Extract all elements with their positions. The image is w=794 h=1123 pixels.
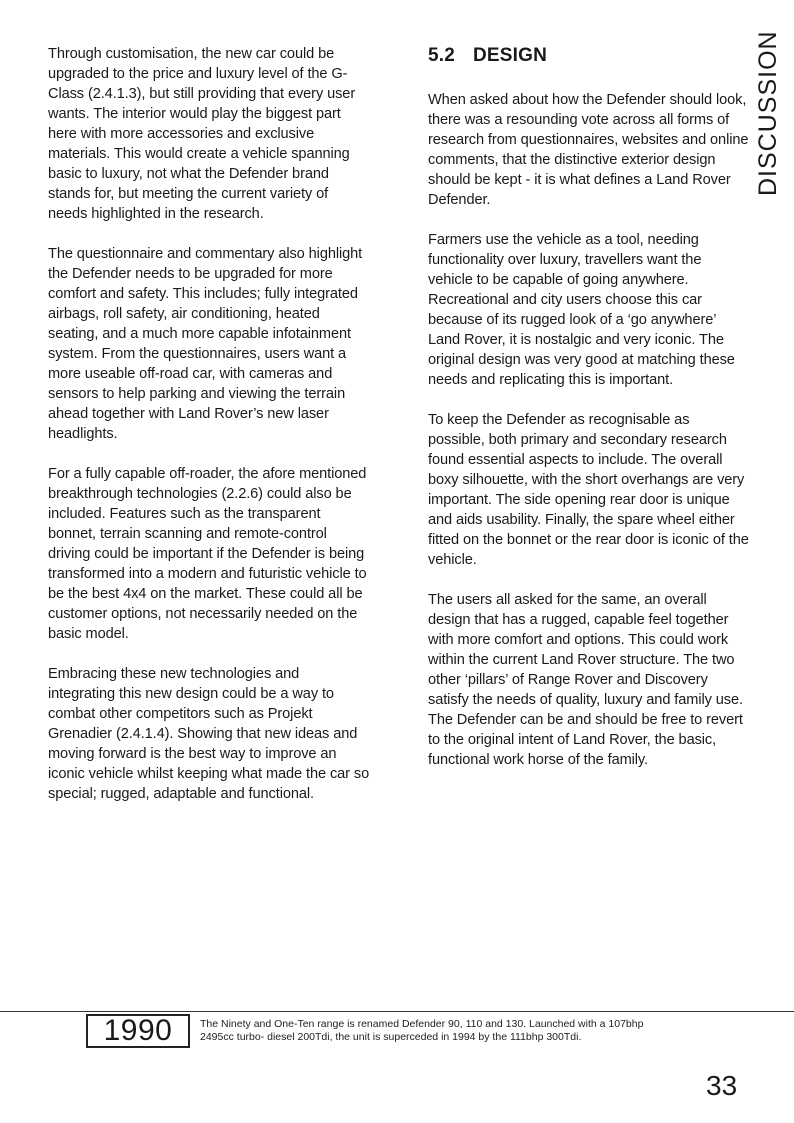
body-paragraph: For a fully capable off-roader, the afore mentioned breakthrough technologies (2.2.6) could also be included. Features such as the transparent bonnet, terrain scanning and remote-control driving could be important if the Defender is being transformed into a modern and futuristic vehicle to be the best 4x4 on the market. These could all be customer options, not necessarily needed on the basic model.	[48, 466, 367, 642]
section-heading	[428, 44, 750, 68]
chapter-side-label: DISCUSSION	[754, 30, 782, 196]
body-paragraph: To keep the Defender as recognisable as possible, both primary and secondary research found essential aspects to include. The overall boxy silhouette, with the short overhangs are very important. The side opening rear door is unique and aids usability. Finally, the spare wheel either fitted on the bonnet or the rear door is iconic of the vehicle.	[428, 412, 749, 568]
section-number: 5.2	[428, 45, 456, 66]
page-number: 33	[706, 1070, 738, 1101]
body-paragraph: The questionnaire and commentary also highlight the Defender needs to be upgraded for more comfort and safety. This includes; fully integrated airbags, roll safety, air conditioning, heated seating, and a much more capable infotainment system. From the questionnaires, users want a more useable off-road car, with cameras and sensors to help parking and viewing the terrain ahead together with Land Rover’s new laser headlights.	[48, 246, 363, 442]
body-paragraph: Embracing these new technologies and integrating this new design could be a way to combat other competitors such as Projekt Grenadier (2.4.1.4). Showing that new ideas and moving forward is the best way to improve an iconic vehicle whilst keeping what made the car so special; rugged, adaptable and functional.	[48, 666, 370, 802]
body-paragraph: Through customisation, the new car could be upgraded to the price and luxury level of the G-Class (2.4.1.3), but still providing that every user wants. The interior would play the biggest part here with more accessories and exclusive materials. This would create a vehicle spanning basic to luxury, not what the Defender brand stands for, but meeting the current variety of needs highlighted in the research.	[48, 46, 356, 222]
body-paragraph: Farmers use the vehicle as a tool, needing functionality over luxury, travellers want the vehicle to be capable of going anywhere. Recreational and city users choose this car because of its rugged look of a ‘go anywhere’ Land Rover, it is nostalgic and very iconic. The original design was very good at matching these needs and replicating this is important.	[428, 232, 735, 388]
footer-divider	[0, 1011, 794, 1012]
right-column	[428, 44, 750, 790]
body-paragraph: The users all asked for the same, an overall design that has a rugged, capable feel together with more comfort and options. This could work within the current Land Rover structure. The two other ‘pillars’ of Range Rover and Discovery satisfy the needs of quality, luxury and family use. The Defender can be and should be free to revert to the original intent of Land Rover, the basic, functional work horse of the family.	[428, 592, 743, 768]
timeline-year-box: 1990	[86, 1014, 190, 1048]
timeline-note: The Ninety and One-Ten range is renamed Defender 90, 110 and 130. Launched with a 107bhp 2495cc turbo- diesel 200Tdi, the unit is superceded in 1994 by the 111bhp 300Tdi.	[200, 1018, 644, 1043]
body-paragraph: When asked about how the Defender should look, there was a resounding vote across all forms of research from questionnaires, websites and online comments, that the distinctive exterior design should be kept - it is what defines a Land Rover Defender.	[428, 92, 749, 208]
left-column	[48, 44, 370, 824]
section-title: DESIGN	[473, 45, 548, 66]
